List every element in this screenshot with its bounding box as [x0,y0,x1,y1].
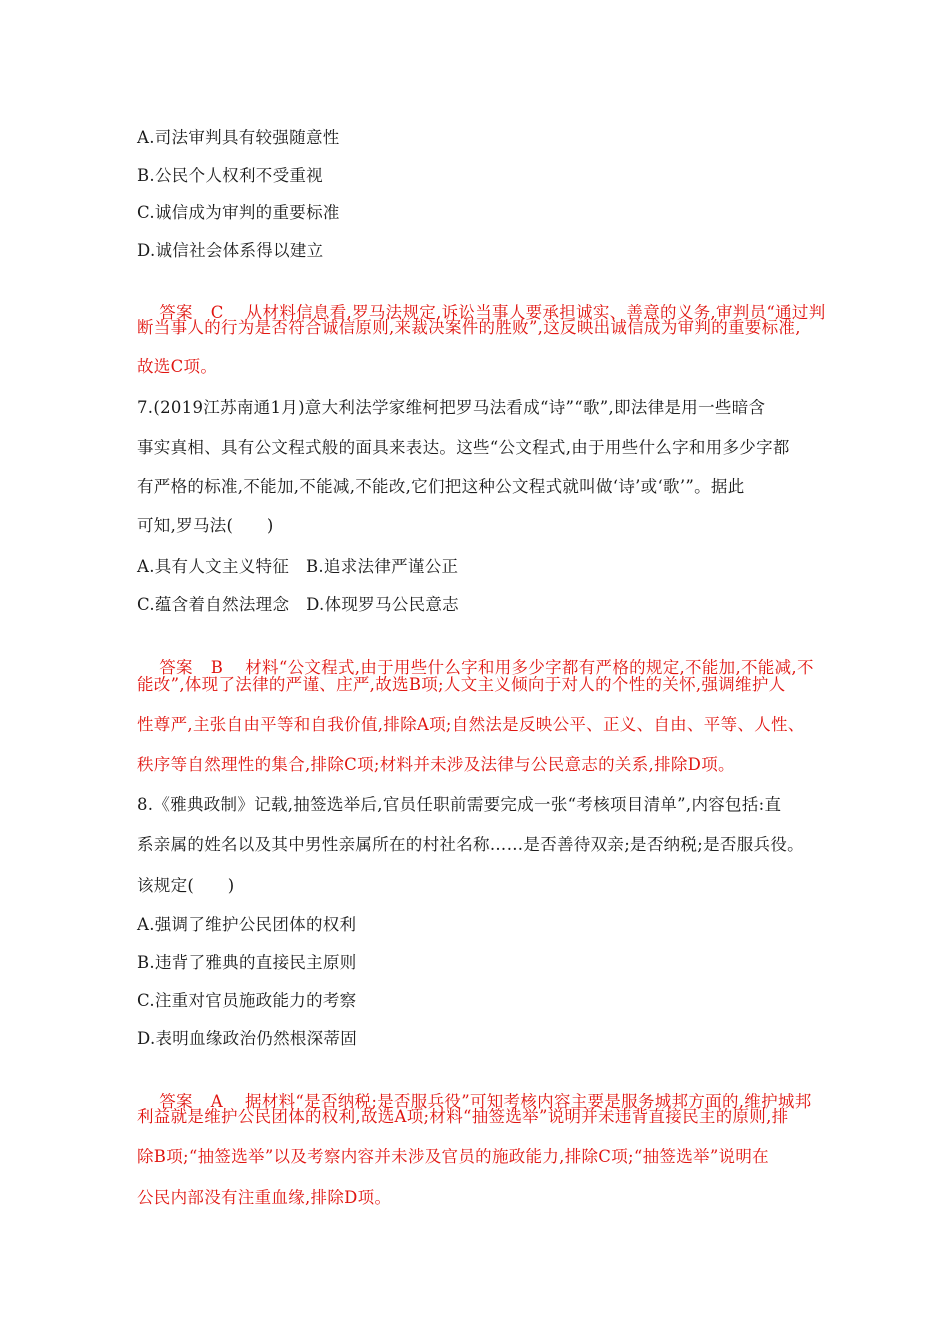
q7-stem-line-4: 可知,罗马法( ) [137,516,274,535]
q8-answer-line-4: 公民内部没有注重血缘,排除D项。 [137,1188,392,1207]
q8-answer-label: 答案 [159,1092,193,1111]
q6-answer-key: C [210,303,224,322]
q7-answer-line-4: 秩序等自然理性的集合,排除C项;材料并未涉及法律与公民意志的关系,排除D项。 [137,755,735,774]
q7-stem-line-1: 7.(2019江苏南通1月)意大利法学家维柯把罗马法看成“诗”“歌”,即法律是用一些暗含 [137,398,766,417]
q7-answer-line-3: 性尊严,主张自由平等和自我价值,排除A项;自然法是反映公平、正义、自由、平等、人性、 [137,715,805,734]
q8-option-b: B.违背了雅典的直接民主原则 [137,953,357,972]
q7-answer-line-2: 能改”,体现了法律的严谨、庄严,故选B项;人文主义倾向于对人的个性的关怀,强调维护人 [137,675,786,694]
q6-answer-line-2: 断当事人的行为是否符合诚信原则,来裁决案件的胜败”,这反映出诚信成为审判的重要标准, [137,318,801,337]
q6-option-c: C.诚信成为审判的重要标准 [137,203,340,222]
q8-option-a: A.强调了维护公民团体的权利 [137,915,357,934]
q7-answer-label: 答案 [159,658,193,677]
q7-options-ab: A.具有人文主义特征 B.追求法律严谨公正 [137,557,459,576]
q6-answer-line-3: 故选C项。 [137,357,218,376]
q7-stem-line-2: 事实真相、具有公文程式般的面具来表达。这些“公文程式,由于用些什么字和用多少字都 [137,438,790,457]
q8-answer-key: A [210,1092,224,1111]
q8-stem-line-2: 系亲属的姓名以及其中男性亲属所在的村社名称……是否善待双亲;是否纳税;是否服兵役。 [137,835,804,854]
q7-options-cd: C.蕴含着自然法理念 D.体现罗马公民意志 [137,595,459,614]
q6-answer-text: 从材料信息看,罗马法规定,诉讼当事人要承担诚实、善意的义务,审判员“通过判 [245,303,826,322]
q8-stem-line-3: 该规定( ) [137,876,235,895]
q6-option-d: D.诚信社会体系得以建立 [137,241,324,260]
q7-answer-key: B [210,658,224,677]
q7-stem-line-3: 有严格的标准,不能加,不能减,不能改,它们把这种公文程式就叫做‘诗’或‘歌’”。据此 [137,477,745,496]
q8-answer-text: 据材料“是否纳税;是否服兵役”可知考核内容主要是服务城邦方面的,维护城邦 [245,1092,812,1111]
q8-answer-line-3: 除B项;“抽签选举”以及考察内容并未涉及官员的施政能力,排除C项;“抽签选举”说明在 [137,1147,769,1166]
q6-option-b: B.公民个人权利不受重视 [137,166,323,185]
q8-option-d: D.表明血缘政治仍然根深蒂固 [137,1029,358,1048]
q7-answer-text: 材料“公文程式,由于用些什么字和用多少字都有严格的规定,不能加,不能减,不 [245,658,814,677]
q8-answer-line-2: 利益就是维护公民团体的权利,故选A项;材料“抽签选举”说明并未违背直接民主的原则,排 [137,1107,789,1126]
q6-answer-label: 答案 [159,303,193,322]
q6-option-a: A.司法审判具有较强随意性 [137,128,340,147]
q8-stem-line-1: 8.《雅典政制》记载,抽签选举后,官员任职前需要完成一张“考核项目清单”,内容包括:直 [137,795,782,814]
q8-option-c: C.注重对官员施政能力的考察 [137,991,357,1010]
